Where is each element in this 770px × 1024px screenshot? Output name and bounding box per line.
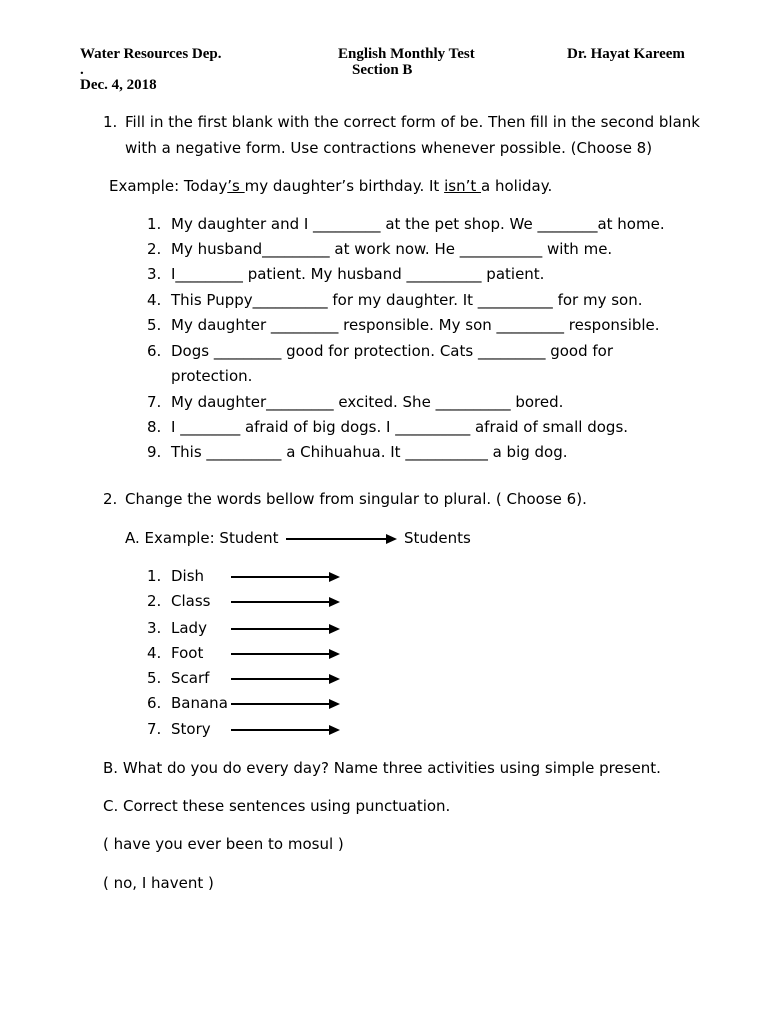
q2-instruction: Change the words bellow from singular to plural. ( Choose 6). (125, 490, 587, 508)
q2-item-num: 2. (147, 592, 162, 610)
example-part-e: a holiday. (481, 177, 553, 195)
q2-item-word: Lady (171, 619, 207, 637)
q2-item-word: Scarf (171, 669, 210, 687)
q2-item-word: Story (171, 720, 211, 738)
part-b-question: B. What do you do every day? Name three activities using simple present. (103, 759, 661, 777)
header-teacher: Dr. Hayat Kareem (567, 46, 685, 62)
arrow-right-icon (231, 723, 343, 737)
q2-item-num: 1. (147, 567, 162, 585)
q2-item-num: 4. (147, 644, 162, 662)
q1-item-num: 6. (147, 342, 162, 360)
arrow-right-icon (286, 532, 398, 546)
q1-number: 1. (103, 113, 118, 131)
header-department: Water Resources Dep. (80, 46, 222, 62)
header-date: Dec. 4, 2018 (80, 77, 157, 93)
punctuation-sentence-1: ( have you ever been to mosul ) (103, 835, 344, 853)
part-c-instruction: C. Correct these sentences using punctuation. (103, 797, 451, 815)
punctuation-sentence-2: ( no, I havent ) (103, 874, 214, 892)
arrow-right-icon (231, 595, 343, 609)
q1-item-num: 8. (147, 418, 162, 436)
q1-item-text: This __________ a Chihuahua. It ___________ a big dog. (171, 443, 568, 461)
q1-example (109, 177, 552, 195)
q2-number: 2. (103, 490, 118, 508)
q2-item-num: 6. (147, 694, 162, 712)
q1-item-num: 4. (147, 291, 162, 309)
q2-item-num: 5. (147, 669, 162, 687)
arrow-right-icon (231, 647, 343, 661)
q1-item-text: My husband_________ at work now. He ___________ with me. (171, 240, 613, 258)
q2-item-word: Foot (171, 644, 204, 662)
q2-item-num: 3. (147, 619, 162, 637)
q2-item-word: Class (171, 592, 211, 610)
q1-instruction-line1: Fill in the first blank with the correct form of be. Then fill in the second blank (125, 113, 700, 131)
q2-example-label: A. Example: Student (125, 529, 279, 547)
header-dot: . (80, 62, 84, 78)
q2-item-num: 7. (147, 720, 162, 738)
q2-item-word: Banana (171, 694, 228, 712)
header-test-title: English Monthly Test (338, 46, 475, 62)
arrow-right-icon (231, 622, 343, 636)
q1-item-text: I ________ afraid of big dogs. I __________ afraid of small dogs. (171, 418, 629, 436)
q2-example-answer: Students (404, 529, 471, 547)
q1-instruction-line2: with a negative form. Use contractions whenever possible. (Choose 8) (125, 139, 653, 157)
arrow-right-icon (231, 570, 343, 584)
q1-item-text: My daughter _________ responsible. My son _________ responsible. (171, 316, 660, 334)
example-answer-be: ’s (227, 177, 245, 195)
q1-item-text: I_________ patient. My husband __________ patient. (171, 265, 545, 283)
q1-item-text-continued: protection. (171, 367, 253, 385)
q1-item-text: My daughter_________ excited. She __________ bored. (171, 393, 564, 411)
example-answer-negative: isn’t (444, 177, 482, 195)
arrow-right-icon (231, 697, 343, 711)
q1-item-text: Dogs _________ good for protection. Cats _________ good for (171, 342, 614, 360)
example-part-a: Example: Today (109, 177, 228, 195)
q1-item-num: 5. (147, 316, 162, 334)
q1-item-text: My daughter and I _________ at the pet shop. We ________at home. (171, 215, 665, 233)
arrow-right-icon (231, 672, 343, 686)
q1-item-num: 2. (147, 240, 162, 258)
q1-item-text: This Puppy__________ for my daughter. It __________ for my son. (171, 291, 643, 309)
example-part-c: my daughter’s birthday. It (244, 177, 445, 195)
header-section: Section B (352, 62, 413, 78)
q1-item-num: 9. (147, 443, 162, 461)
q1-item-num: 7. (147, 393, 162, 411)
q1-item-num: 3. (147, 265, 162, 283)
q2-item-word: Dish (171, 567, 205, 585)
q1-item-num: 1. (147, 215, 162, 233)
